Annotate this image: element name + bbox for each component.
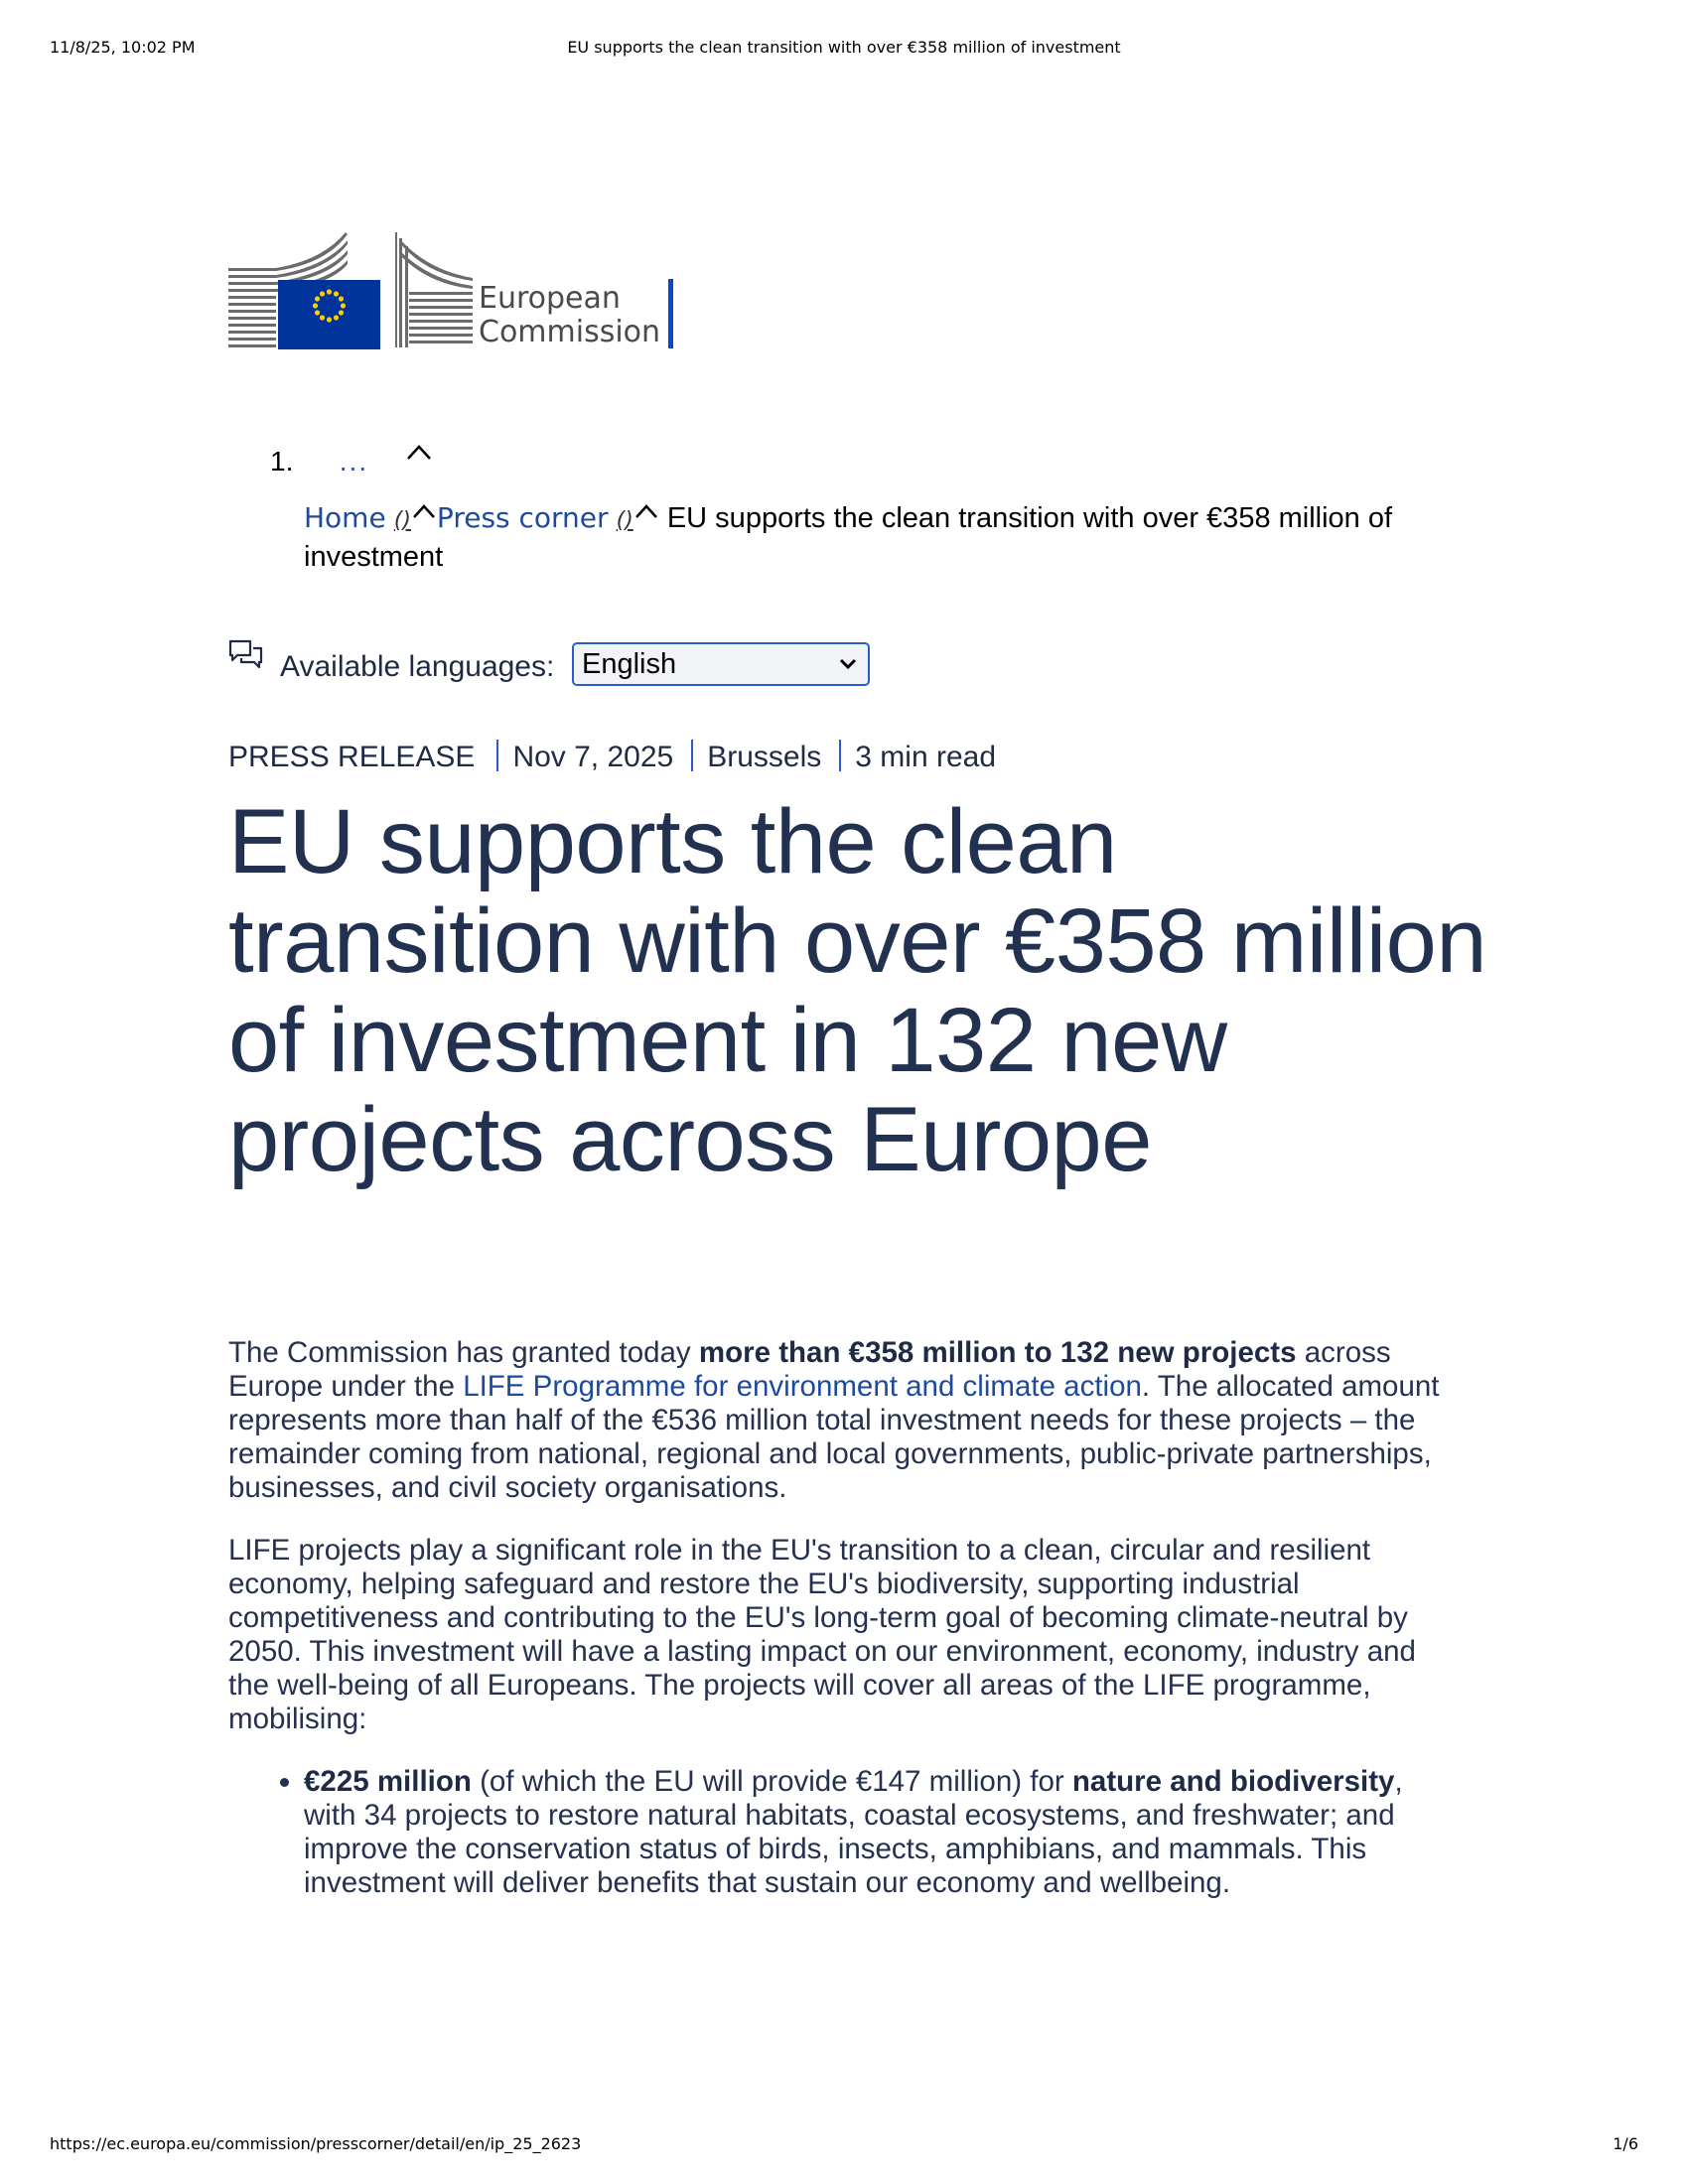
paragraph-2: LIFE projects play a significant role in the EU's transition to a clean, circular and resilient economy, helping safeguard and restore the EU's biodiversity, supporting industrial competitiveness and contributing to the EU's long-term goal of becoming climate-neutral by 2050. This investment will have a lasting impact on our environment, economy, industry and the well-being of all Europeans. The projects will cover all areas of the LIFE programme, mobilising: (228, 1534, 1416, 1735)
chevron-up-icon (404, 441, 434, 463)
print-datetime: 11/8/25, 10:02 PM (50, 38, 196, 57)
breadcrumb-ellipsis-button[interactable]: ... (339, 446, 369, 477)
release-date: Nov 7, 2025 (512, 741, 674, 773)
breadcrumb-current: EU supports the clean transition with over €358 million of investment (304, 502, 1393, 573)
release-location: Brussels (707, 741, 822, 773)
text-span: (of which the EU will provide €147 million) for (471, 1765, 1072, 1798)
text-span: The Commission has granted today (228, 1336, 699, 1369)
print-footer (50, 2134, 1638, 2158)
link-132-new-projects[interactable] (1060, 1336, 1297, 1369)
breadcrumb-link-press-corner[interactable]: Press corner (436, 501, 609, 534)
bold-text: nature and biodiversity (1071, 1765, 1395, 1798)
text-span: across Europe under the (228, 1336, 1391, 1403)
list-number: 1. (270, 446, 294, 477)
chevron-up-icon (633, 501, 659, 521)
link-text: 132 new projects (1059, 1336, 1297, 1369)
print-url: https://ec.europa.eu/commission/presscorner/detail/en/ip_25_2623 (50, 2134, 582, 2153)
breadcrumb-toggle (270, 441, 434, 478)
bold-text: €225 million (304, 1765, 472, 1798)
meta-divider (496, 740, 498, 771)
print-header (50, 38, 1638, 62)
funding-list (228, 1765, 1440, 1900)
logo-text-european: European (479, 281, 621, 316)
list-item (304, 1765, 1440, 1900)
chat-bubbles-icon (228, 639, 264, 673)
read-time: 3 min read (855, 741, 997, 773)
european-commission-logo-graphic (228, 230, 685, 354)
breadcrumb-press-paren: () (616, 508, 633, 533)
language-label: Available languages: (280, 650, 555, 683)
language-selected-value: English (582, 648, 677, 680)
page-number: 1/6 (1613, 2134, 1638, 2153)
breadcrumb-home-paren: () (393, 508, 411, 533)
meta-divider (691, 740, 693, 771)
chevron-down-icon (838, 657, 858, 671)
european-commission-logo[interactable] (228, 230, 685, 354)
text-span: . The allocated amount represents more than half of the €536 million total investment needs for these projects – the remainder coming from national, regional and local governments, public-private partnerships, businesses, and civil society organisations. (228, 1370, 1440, 1504)
release-type: PRESS RELEASE (228, 741, 476, 773)
print-page-title: EU supports the clean transition with over €358 million of investment (567, 38, 1121, 57)
logo-text-commission: Commission (479, 315, 661, 349)
page-title: EU supports the clean transition with over €358 million of investment in 132 new projects across Europe (228, 791, 1487, 1190)
breadcrumb-link-home[interactable]: Home (304, 501, 386, 534)
bold-text: more than €358 million to (698, 1336, 1060, 1369)
link-life-programme[interactable]: LIFE Programme for environment and climate action (463, 1370, 1142, 1403)
language-dropdown[interactable] (572, 642, 870, 686)
paragraph-1 (228, 1336, 1440, 1505)
meta-divider (839, 740, 841, 771)
press-release-meta (228, 740, 996, 774)
text-span: , with 34 projects to restore natural habitats, coastal ecosystems, and freshwater; and improve the conservation status of birds, insects, amphibians, and mammals. This investment will deliver benefits that sustain our economy and wellbeing. (304, 1765, 1403, 1899)
breadcrumb (304, 500, 1476, 575)
article-body (228, 1336, 1440, 1900)
chevron-up-icon (411, 501, 437, 521)
